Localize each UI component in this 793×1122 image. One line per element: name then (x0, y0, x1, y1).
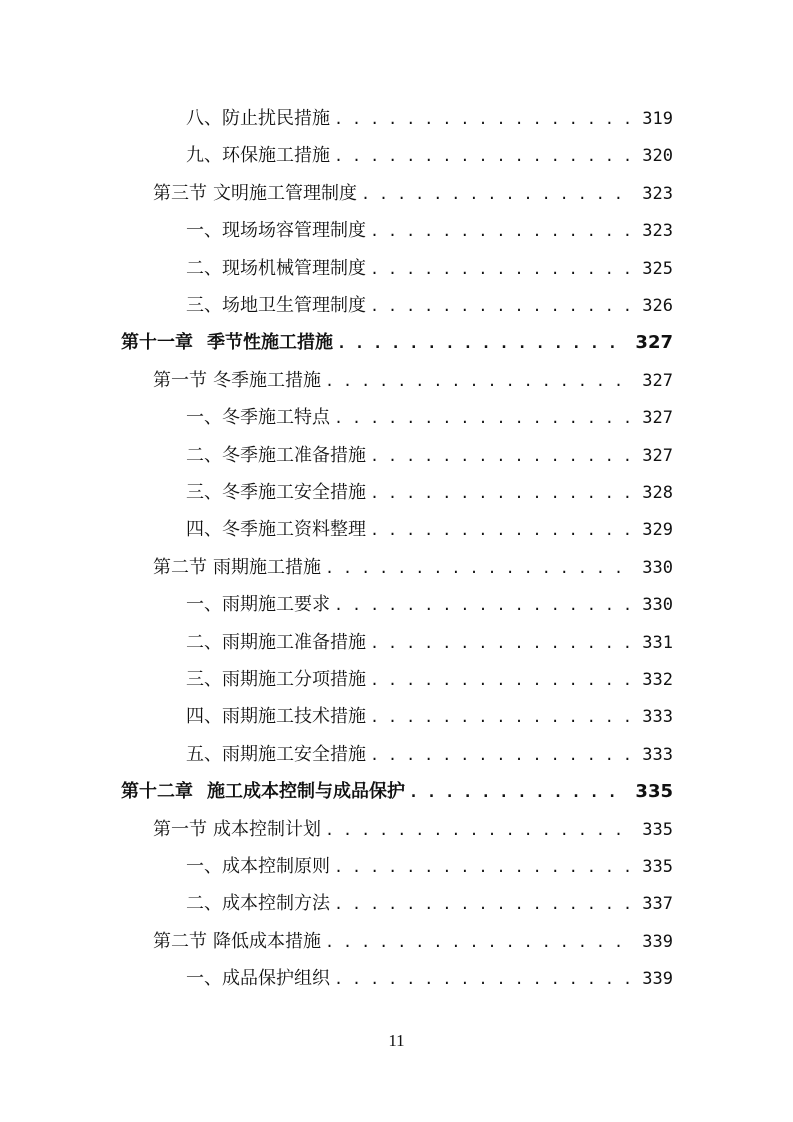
toc-entry-title (186, 852, 330, 882)
toc-entry-prefix: 一、 (186, 968, 222, 990)
toc-item-entry[interactable] (186, 141, 673, 171)
toc-entry-prefix: 五、 (186, 743, 222, 765)
toc-entry-prefix: 二、 (186, 257, 222, 279)
toc-entry-title (121, 777, 405, 807)
toc-item-entry[interactable] (186, 665, 673, 695)
toc-entry-text: 防止扰民措施 (222, 108, 330, 129)
toc-leader-dots (370, 441, 634, 471)
toc-entry-text: 冬季施工安全措施 (222, 482, 366, 503)
toc-section-entry[interactable] (153, 179, 673, 209)
toc-entry-title (186, 702, 366, 732)
toc-entry-text: 成本控制方法 (222, 893, 330, 915)
toc-item-entry[interactable] (186, 441, 673, 471)
toc-entry-page: 333 (642, 707, 673, 728)
toc-entry-page: 327 (642, 370, 673, 391)
toc-entry-prefix: 第十二章 (121, 781, 193, 803)
toc-item-entry[interactable] (186, 104, 673, 134)
toc-entry-title (186, 665, 366, 695)
toc-item-entry[interactable] (186, 254, 673, 284)
toc-leader-dots (370, 665, 634, 695)
toc-entry-title (186, 515, 366, 545)
toc-leader-dots (325, 815, 634, 845)
toc-entry-page: 339 (642, 969, 673, 990)
toc-item-entry[interactable] (186, 964, 673, 994)
toc-entry-text: 降低成本措施 (213, 930, 321, 952)
toc-entry-page: 323 (642, 221, 673, 242)
toc-section-entry[interactable] (153, 366, 673, 396)
toc-leader-dots (334, 104, 634, 134)
toc-leader-dots (370, 478, 634, 508)
toc-entry-text: 雨期施工分项措施 (222, 669, 366, 690)
toc-leader-dots (370, 628, 634, 658)
toc-entry-prefix: 第二节 (153, 556, 207, 578)
toc-leader-dots (370, 740, 634, 770)
toc-entry-title (186, 216, 366, 246)
toc-entry-text: 冬季施工资料整理 (222, 519, 366, 541)
toc-entry-title (186, 590, 330, 620)
toc-entry-page: 337 (642, 894, 673, 915)
toc-leader-dots (334, 403, 634, 433)
toc-entry-prefix: 九、 (186, 145, 222, 167)
toc-entry-prefix: 三、 (186, 482, 222, 503)
toc-entry-title (186, 441, 366, 471)
toc-entry-page: 327 (642, 445, 673, 466)
toc-item-entry[interactable] (186, 852, 673, 882)
toc-entry-title (153, 366, 321, 396)
toc-entry-text: 文明施工管理制度 (213, 182, 357, 204)
toc-entry-title (121, 328, 333, 358)
toc-entry-prefix: 二、 (186, 893, 222, 915)
toc-item-entry[interactable] (186, 515, 673, 545)
toc-leader-dots (361, 179, 634, 209)
toc-entry-text: 冬季施工特点 (222, 407, 330, 429)
toc-entry-prefix: 一、 (186, 407, 222, 429)
toc-entry-prefix: 第二节 (153, 930, 207, 952)
toc-item-entry[interactable] (186, 889, 673, 919)
toc-entry-text: 成品保护组织 (222, 968, 330, 990)
toc-entry-page: 329 (642, 520, 673, 541)
toc-entry-prefix: 第三节 (153, 182, 207, 204)
toc-entry-prefix: 四、 (186, 706, 222, 728)
toc-entry-text: 施工成本控制与成品保护 (207, 781, 405, 803)
toc-entry-text: 冬季施工措施 (213, 369, 321, 391)
toc-entry-title (153, 553, 321, 583)
toc-entry-page: 323 (642, 183, 673, 204)
toc-entry-title (186, 628, 366, 658)
toc-entry-title (153, 815, 321, 845)
toc-chapter-entry[interactable] (121, 777, 673, 807)
toc-item-entry[interactable] (186, 702, 673, 732)
toc-entry-title (186, 478, 366, 508)
toc-leader-dots (334, 964, 634, 994)
toc-item-entry[interactable] (186, 590, 673, 620)
toc-entry-text: 现场机械管理制度 (222, 257, 366, 279)
toc-item-entry[interactable] (186, 403, 673, 433)
toc-section-entry[interactable] (153, 815, 673, 845)
toc-entry-text: 冬季施工准备措施 (222, 444, 366, 466)
toc-entry-page: 330 (642, 557, 673, 578)
toc-leader-dots (334, 889, 634, 919)
toc-entry-title (186, 403, 330, 433)
toc-leader-dots (325, 366, 634, 396)
toc-entry-prefix: 第一节 (153, 369, 207, 391)
toc-entry-title (153, 927, 321, 957)
toc-item-entry[interactable] (186, 216, 673, 246)
toc-entry-page: 339 (642, 931, 673, 952)
toc-chapter-entry[interactable] (121, 328, 673, 358)
toc-entry-text: 季节性施工措施 (207, 332, 333, 354)
toc-item-entry[interactable] (186, 478, 673, 508)
toc-entry-prefix: 第一节 (153, 818, 207, 840)
toc-item-entry[interactable] (186, 628, 673, 658)
toc-entry-page: 327 (642, 408, 673, 429)
toc-leader-dots (325, 927, 634, 957)
toc-entry-prefix: 二、 (186, 631, 222, 653)
toc-entry-text: 雨期施工措施 (213, 556, 321, 578)
toc-item-entry[interactable] (186, 291, 673, 321)
toc-entry-prefix: 一、 (186, 220, 222, 242)
toc-leader-dots (337, 328, 627, 358)
toc-entry-page: 325 (642, 258, 673, 279)
toc-entry-title (186, 291, 366, 321)
toc-leader-dots (370, 291, 634, 321)
toc-entry-page: 335 (635, 781, 673, 803)
toc-leader-dots (325, 553, 634, 583)
toc-entry-title (186, 964, 330, 994)
toc-entry-title (153, 179, 357, 209)
toc-entry-prefix: 三、 (186, 295, 222, 316)
toc-entry-text: 雨期施工要求 (222, 594, 330, 616)
page-number: 11 (388, 1031, 405, 1050)
toc-entry-page: 326 (642, 296, 673, 316)
toc-entry-text: 雨期施工准备措施 (222, 631, 366, 653)
toc-entry-text: 成本控制原则 (222, 856, 330, 877)
toc-entry-page: 328 (642, 483, 673, 503)
toc-leader-dots (370, 216, 634, 246)
toc-entry-prefix: 一、 (186, 856, 222, 877)
toc-entry-title (186, 740, 366, 770)
toc-entry-title (186, 889, 330, 919)
toc-entry-page: 333 (642, 744, 673, 765)
toc-entry-page: 332 (642, 670, 673, 690)
toc-leader-dots (334, 852, 634, 882)
toc-entry-page: 331 (642, 632, 673, 653)
toc-entry-text: 雨期施工安全措施 (222, 743, 366, 765)
toc-leader-dots (334, 141, 634, 171)
toc-entry-prefix: 八、 (186, 108, 222, 129)
toc-entry-title (186, 254, 366, 284)
toc-entry-text: 雨期施工技术措施 (222, 706, 366, 728)
toc-leader-dots (370, 515, 634, 545)
toc-entry-page: 335 (642, 819, 673, 840)
toc-entry-prefix: 一、 (186, 594, 222, 616)
toc-entry-prefix: 第十一章 (121, 332, 193, 354)
toc-entry-prefix: 三、 (186, 669, 222, 690)
toc-leader-dots (409, 777, 627, 807)
toc-entry-page: 327 (635, 332, 673, 354)
toc-entry-page: 320 (642, 146, 673, 167)
toc-section-entry[interactable] (153, 927, 673, 957)
toc-entry-title (186, 141, 330, 171)
toc-entry-page: 335 (642, 857, 673, 877)
toc-entry-text: 成本控制计划 (213, 818, 321, 840)
toc-leader-dots (334, 590, 634, 620)
toc-entry-page: 330 (642, 595, 673, 616)
toc-section-entry[interactable] (153, 553, 673, 583)
toc-leader-dots (370, 702, 634, 732)
toc-entry-page: 319 (642, 109, 673, 129)
toc-entry-text: 场地卫生管理制度 (222, 295, 366, 316)
toc-entry-prefix: 四、 (186, 519, 222, 541)
toc-leader-dots (370, 254, 634, 284)
toc-entry-text: 现场场容管理制度 (222, 220, 366, 242)
toc-entry-prefix: 二、 (186, 444, 222, 466)
toc-entry-text: 环保施工措施 (222, 145, 330, 167)
toc-entry-title (186, 104, 330, 134)
toc-item-entry[interactable] (186, 740, 673, 770)
